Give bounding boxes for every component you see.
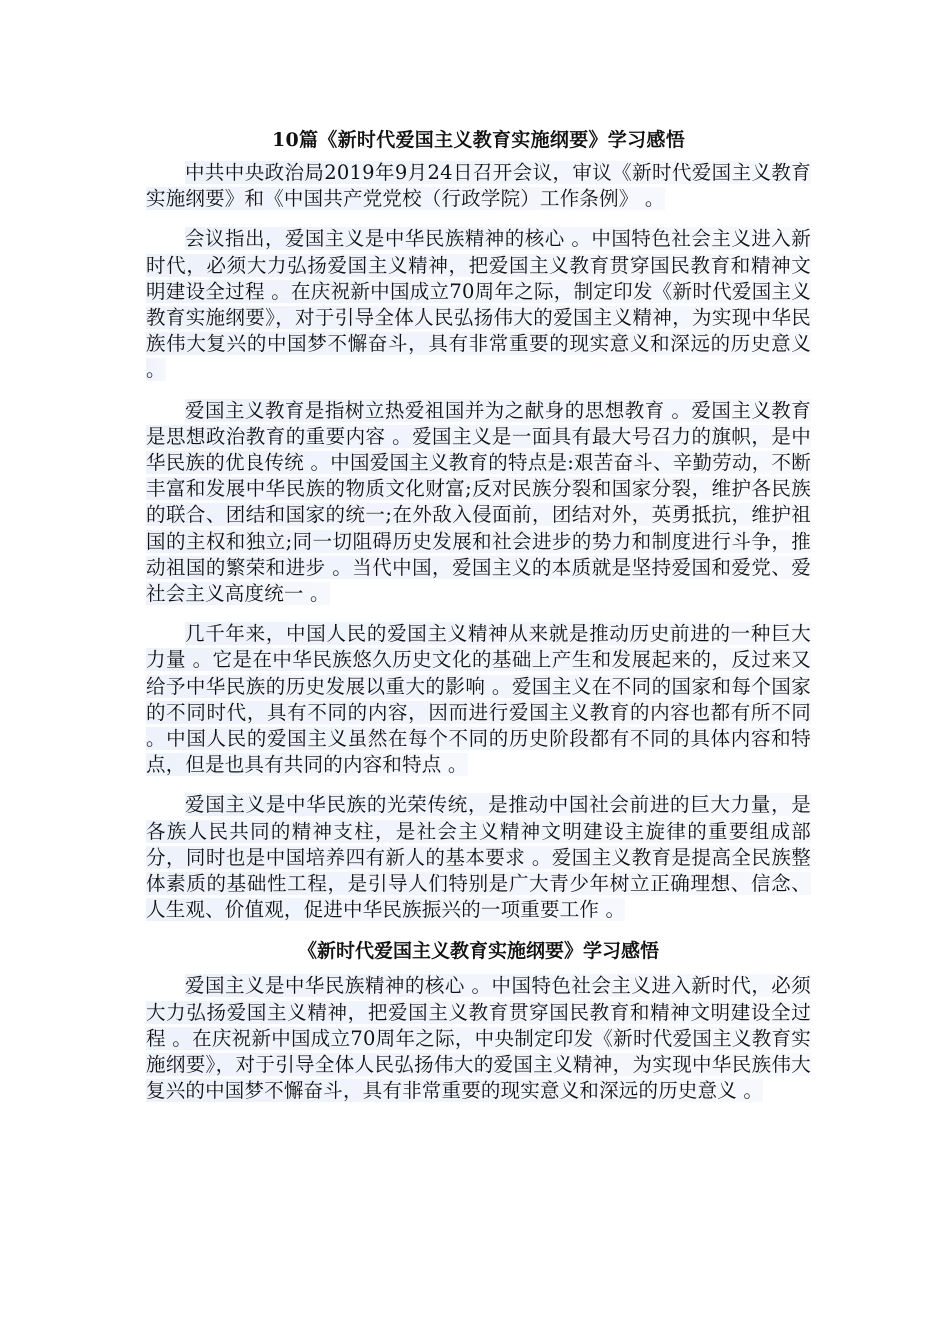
document-title: 10篇《新时代爱国主义教育实施纲要》学习感悟 (271, 129, 686, 151)
paragraph-text: 爱国主义是中华民族的光荣传统，是推动中国社会前进的巨大力量，是各族人民共同的精神支柱，是社会主义精神文明建设主旋律的重要组成部分，同时也是中国培养四有新人的基本要求 。爱国主义教育是提高全民族整体素质的基础性工程，是引导人们特别是广大青少年树立正确理想、信念、人生观、价值观，促进中华民族振兴的一项重要工作 。 (146, 793, 811, 922)
paragraph-text: 爱国主义是中华民族精神的核心 。中国特色社会主义进入新时代，必须大力弘扬爱国主义精神，把爱国主义教育贯穿国民教育和精神文明建设全过程 。在庆祝新中国成立70周年之际，中央制定印发《新时代爱国主义教育实施纲要》，对于引导全体人民弘扬伟大的爱国主义精神，为实现中华民族伟大复兴的中国梦不懈奋斗，具有非常重要的现实意义和深远的历史意义 。 (146, 974, 811, 1103)
section-subtitle: 《新时代爱国主义教育实施纲要》学习感悟 (297, 940, 659, 963)
paragraph (146, 973, 811, 1104)
paragraph (146, 792, 811, 923)
paragraph (146, 226, 811, 383)
paragraph (146, 160, 811, 212)
paragraph-text: 爱国主义教育是指树立热爱祖国并为之献身的思想教育 。爱国主义教育是思想政治教育的重要内容 。爱国主义是一面具有最大号召力的旗帜，是中华民族的优良传统 。中国爱国主义教育的特点是:艰苦奋斗、辛勤劳动，不断丰富和发展中华民族的物质文化财富;反对民族分裂和国家分裂，维护各民族的联合、团结和国家的统一;在外敌入侵面前，团结对外，英勇抵抗，维护祖国的主权和独立;同一切阻碍历史发展和社会进步的势力和制度进行斗争，推动祖国的繁荣和进步 。当代中国，爱国主义的本质就是坚持爱国和爱党、爱社会主义高度统一 。 (146, 398, 811, 606)
paragraph (146, 398, 811, 608)
document-page (146, 126, 811, 1119)
paragraph-text: 会议指出，爱国主义是中华民族精神的核心 。中国特色社会主义进入新时代，必须大力弘扬爱国主义精神，把爱国主义教育贯穿国民教育和精神文明建设全过程 。在庆祝新中国成立70周年之际，制定印发《新时代爱国主义教育实施纲要》，对于引导全体人民弘扬伟大的爱国主义精神，为实现中华民族伟大复兴的中国梦不懈奋斗，具有非常重要的现实意义和深远的历史意义 。 (146, 227, 811, 382)
paragraph-text: 中共中央政治局2019年9月24日召开会议，审议《新时代爱国主义教育实施纲要》和《中国共产党党校（行政学院）工作条例》 。 (146, 161, 811, 211)
paragraph (146, 621, 811, 778)
paragraph-text: 几千年来，中国人民的爱国主义精神从来就是推动历史前进的一种巨大力量 。它是在中华民族悠久历史文化的基础上产生和发展起来的，反过来又给予中华民族的历史发展以重大的影响 。爱国主义在不同的国家和每个国家的不同时代，具有不同的内容，因而进行爱国主义教育的内容也都有所不同 。中国人民的爱国主义虽然在每个不同的历史阶段都有不同的具体内容和特点，但是也具有共同的内容和特点 。 (146, 622, 811, 777)
